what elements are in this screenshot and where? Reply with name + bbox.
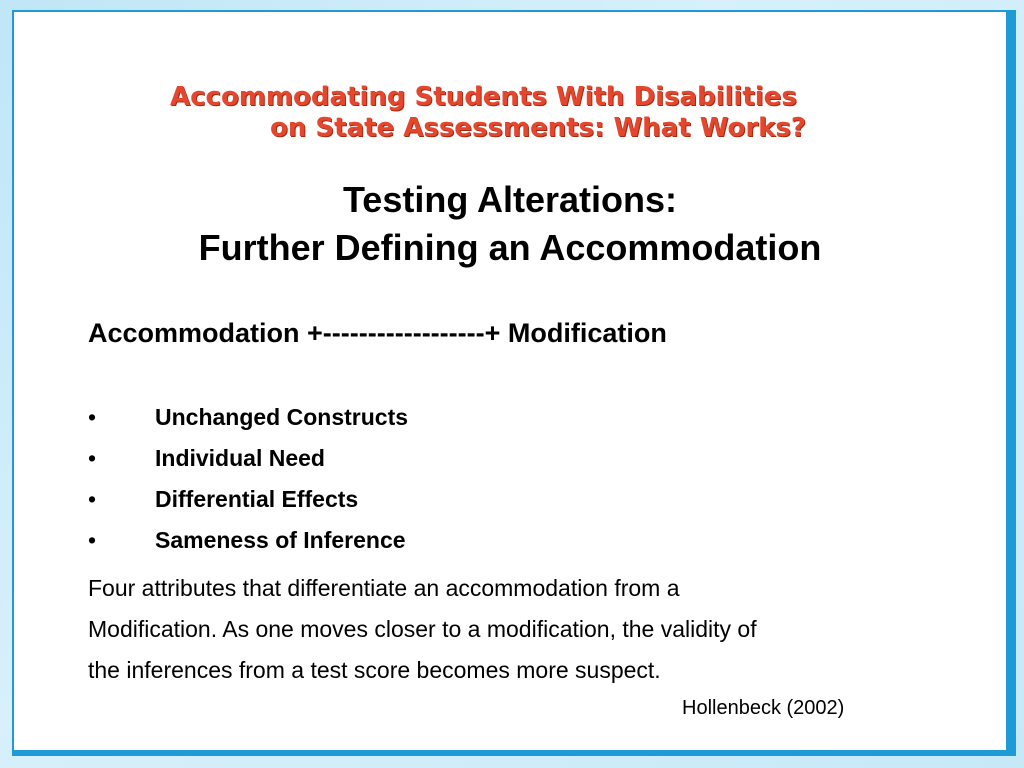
slide-title: [14, 176, 1006, 272]
banner-title-line1: Accommodating Students With Disabilities: [170, 82, 797, 112]
accommodation-modification-continuum: Accommodation +------------------+ Modification: [88, 318, 667, 348]
list-item-label: Differential Effects: [155, 486, 359, 512]
list-item-label: Unchanged Constructs: [155, 404, 409, 430]
slide-title-line2: Further Defining an Accommodation: [198, 227, 822, 268]
bullet-icon: •: [88, 404, 97, 430]
bullet-icon: •: [88, 486, 97, 512]
citation: Hollenbeck (2002): [682, 697, 845, 719]
list-item-label: Individual Need: [155, 445, 325, 471]
paragraph-line: Four attributes that differentiate an accommodation from a: [88, 575, 680, 601]
paragraph-line: the inferences from a test score becomes more suspect.: [88, 657, 661, 683]
slide: [14, 12, 1006, 750]
bullet-icon: •: [88, 527, 97, 553]
banner-title-line2: on State Assessments: What Works?: [270, 113, 806, 143]
bullet-icon: •: [88, 445, 97, 471]
slide-title-line1: Testing Alterations:: [342, 179, 678, 220]
paragraph-line: Modification. As one moves closer to a modification, the validity of: [88, 616, 757, 642]
list-item-label: Sameness of Inference: [155, 527, 406, 553]
explanation-paragraph: [88, 568, 938, 691]
